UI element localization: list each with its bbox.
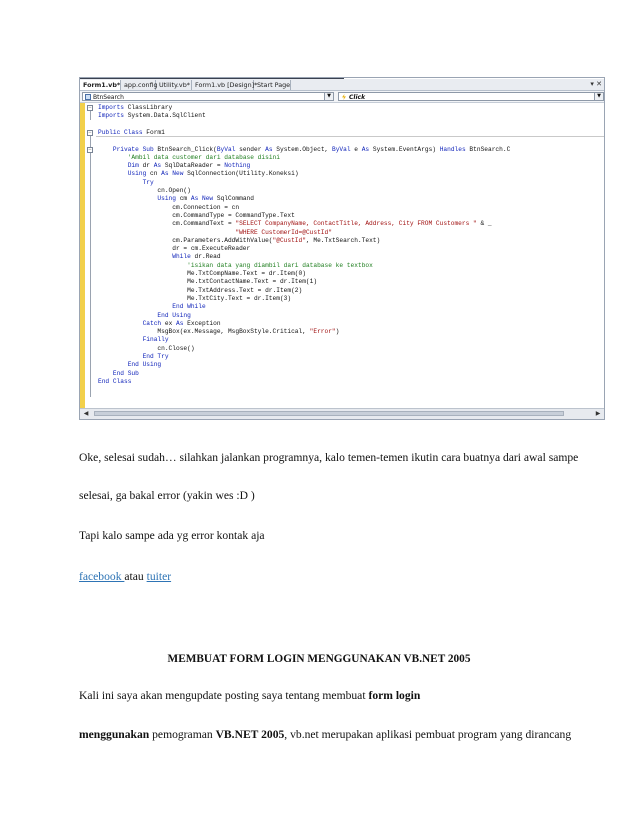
code-line [98, 353, 169, 361]
code-string: "Error" [309, 328, 336, 336]
scroll-right-icon[interactable]: ▶ [595, 410, 601, 417]
code-keyword: Private Sub [112, 145, 154, 153]
twitter-link[interactable]: tuiter [146, 570, 172, 583]
facebook-link[interactable]: facebook [79, 570, 125, 583]
code-text: MsgBox(ex.Message, MsgBoxStyle.Critical, [98, 328, 310, 336]
code-line [98, 370, 139, 378]
code-keyword: End Try [142, 353, 169, 360]
code-keyword: End Class [98, 377, 132, 385]
code-line [98, 378, 131, 386]
code-text [98, 195, 157, 202]
method-name-value: Click [349, 94, 366, 101]
code-comment: 'isikan data yang diambil dari database ke textbox [187, 261, 373, 269]
paragraph-intro [79, 689, 420, 703]
paragraph-intro-continued [79, 728, 571, 742]
code-line [98, 220, 492, 228]
class-name-value: BtnSearch [93, 94, 124, 101]
paragraph-done: Oke, selesai sudah… silahkan jalankan programnya, kalo temen-temen ikutin cara buatnya dari awal sampe [79, 451, 579, 464]
ide-screenshot [79, 77, 605, 420]
code-text [98, 170, 128, 177]
code-keyword: As [153, 162, 162, 170]
code-string: "SELECT CompanyName, ContactTitle, Address, City FROM Customers " [235, 220, 477, 228]
horizontal-scrollbar[interactable] [80, 408, 604, 419]
code-text [98, 370, 113, 377]
code-keyword: End Using [157, 311, 191, 319]
outline-line [90, 111, 91, 120]
scrollbar-thumb[interactable] [94, 411, 564, 416]
bold-menggunakan: menggunakan [79, 728, 150, 741]
code-text [98, 353, 143, 360]
code-text: System.Object, [272, 145, 332, 153]
code-text [98, 262, 187, 269]
code-text: Me.TxtCity.Text = dr.Item(3) [98, 294, 292, 302]
code-text: SqlCommand [213, 195, 254, 203]
section-heading: MEMBUAT FORM LOGIN MENGGUNAKAN VB.NET 2005 [167, 653, 471, 665]
text-description: , vb.net merupakan aplikasi pembuat program yang dirancang [284, 728, 572, 741]
code-keyword: As [361, 145, 370, 153]
link-separator: atau [124, 570, 147, 583]
code-text: cn [146, 170, 162, 178]
code-text: SqlConnection(Utility.Koneksi) [183, 170, 299, 178]
code-line [98, 336, 169, 344]
bold-vbnet-2005: VB.NET 2005 [215, 728, 285, 741]
scroll-left-icon[interactable]: ◀ [83, 410, 89, 417]
change-indicator-margin [80, 103, 85, 408]
code-text [98, 361, 128, 368]
code-line [98, 253, 221, 261]
tab-form1-design[interactable]: Form1.vb [Design]* [192, 80, 254, 90]
code-text: ) [335, 328, 340, 336]
code-line [98, 112, 206, 120]
code-text: Exception [183, 319, 221, 327]
code-line [98, 320, 221, 328]
code-text [98, 336, 143, 343]
code-keyword: Finally [142, 336, 169, 344]
code-keyword: Try [142, 178, 154, 186]
code-text: ClassLibrary [124, 104, 173, 111]
code-line [98, 170, 299, 178]
code-keyword: Imports [98, 104, 124, 111]
code-text [98, 312, 157, 319]
code-text: cm.Parameters.AddWithValue( [98, 236, 273, 244]
collapse-icon[interactable]: − [88, 147, 92, 153]
code-text: cm.CommandType = CommandType.Text [98, 211, 295, 219]
code-keyword: Handles [439, 145, 466, 153]
tab-start-page[interactable]: Start Page [254, 80, 291, 90]
outline-line [90, 136, 91, 397]
code-text: dr.Read [190, 253, 221, 261]
intro-bold-form-login: form login [368, 689, 421, 702]
code-text: , Me.TxtSearch.Text) [305, 236, 381, 244]
code-keyword: End Sub [112, 369, 139, 377]
code-line [98, 287, 302, 295]
code-line [98, 312, 191, 320]
code-keyword: While [172, 253, 191, 261]
code-line [98, 262, 373, 270]
class-name-combo[interactable] [82, 92, 334, 101]
control-icon [85, 94, 91, 100]
code-string: "WHERE CustomerId=@CustId" [235, 228, 332, 236]
code-text: cm.Connection = cn [98, 203, 240, 211]
code-line [98, 154, 280, 162]
code-editor[interactable] [80, 103, 604, 408]
code-text: Me.TxtCompName.Text = dr.Item(0) [98, 270, 306, 277]
code-line [98, 229, 332, 237]
code-line [98, 187, 191, 195]
code-line [98, 212, 295, 220]
code-keyword: ByVal [216, 145, 236, 153]
code-line [98, 278, 317, 286]
code-line [98, 179, 154, 187]
code-line [98, 195, 254, 203]
chevron-down-icon[interactable]: ▼ [594, 93, 603, 100]
code-text [98, 253, 172, 260]
method-name-combo[interactable] [338, 92, 604, 101]
code-text: System.EventArgs) [369, 145, 440, 153]
code-keyword: End Using [127, 361, 162, 369]
code-keyword: Nothing [224, 162, 251, 170]
code-keyword: Using [157, 195, 176, 203]
contact-links [79, 570, 171, 584]
code-text: & _ [476, 220, 492, 228]
paragraph-no-error: selesai, ga bakal error (yakin wes :D ) [79, 489, 255, 502]
code-text [98, 179, 143, 186]
code-text: Me.txtContactName.Text = dr.Item(1) [98, 278, 318, 286]
code-text: cm [176, 195, 191, 203]
code-text [98, 146, 113, 153]
code-text: cn.Close() [98, 344, 195, 352]
collapse-icon[interactable]: − [88, 105, 92, 111]
code-text: System.Data.SqlClient [124, 112, 206, 120]
code-text: ex [161, 319, 176, 327]
document-tabs [80, 79, 604, 91]
intro-text: Kali ini saya akan mengupdate posting saya tentang membuat [79, 689, 369, 702]
paragraph-contact: Tapi kalo sampe ada yg error kontak aja [79, 529, 265, 542]
tab-app-config[interactable]: app.config [121, 80, 156, 90]
code-text: Me.TxtAddress.Text = dr.Item(2) [98, 286, 303, 294]
code-line [98, 104, 172, 112]
code-line [98, 361, 161, 369]
code-text: dr [138, 162, 154, 170]
code-keyword: As New [190, 195, 214, 203]
code-line [98, 146, 510, 154]
code-line [98, 270, 306, 278]
code-text: Form1 [142, 128, 165, 136]
code-text: sender [235, 145, 266, 153]
code-keyword: Public Class [98, 128, 143, 136]
code-line [98, 303, 206, 311]
code-line [98, 295, 291, 303]
method-separator [96, 136, 604, 137]
code-text: cm.CommandText = [98, 220, 236, 228]
code-text: BtnSearch.C [465, 145, 511, 153]
outline-margin [86, 103, 95, 408]
code-text: e [350, 145, 362, 153]
chevron-down-icon[interactable]: ▼ [324, 93, 333, 100]
event-icon [341, 94, 347, 100]
code-line [98, 245, 250, 253]
code-keyword: Dim [127, 162, 139, 170]
code-keyword: Using [127, 170, 147, 178]
code-keyword: End While [172, 303, 206, 311]
code-text: dr = cm.ExecuteReader [98, 245, 251, 253]
code-text [98, 303, 172, 310]
text-pemograman: pemograman [149, 728, 216, 741]
code-line [98, 204, 239, 212]
code-keyword: Imports [98, 112, 124, 120]
tab-form1-code[interactable]: Form1.vb* [80, 80, 121, 90]
tab-close-icon[interactable]: ▾ ✕ [590, 80, 602, 88]
code-text [98, 162, 128, 169]
code-navigation-bar [80, 91, 604, 103]
tab-utility[interactable]: Utility.vb* [156, 80, 192, 90]
code-text [98, 154, 128, 161]
code-comment: 'Ambil data customer dari database disini [127, 153, 280, 161]
code-text: SqlDataReader = [161, 162, 225, 170]
code-keyword: As New [161, 170, 184, 178]
code-line [98, 328, 339, 336]
code-line [98, 129, 165, 137]
code-line [98, 345, 195, 353]
code-text: BtnSearch_Click( [153, 145, 217, 153]
code-string: "@CustId" [272, 236, 306, 244]
code-line [98, 162, 250, 170]
code-line [98, 237, 380, 245]
code-keyword: As [176, 319, 184, 327]
collapse-icon[interactable]: − [88, 130, 92, 136]
code-keyword: ByVal [332, 145, 351, 153]
code-text [98, 320, 143, 327]
code-text: cn.Open() [98, 187, 191, 194]
code-text [98, 229, 235, 236]
code-keyword: As [265, 145, 273, 153]
code-keyword: Catch [142, 319, 162, 327]
